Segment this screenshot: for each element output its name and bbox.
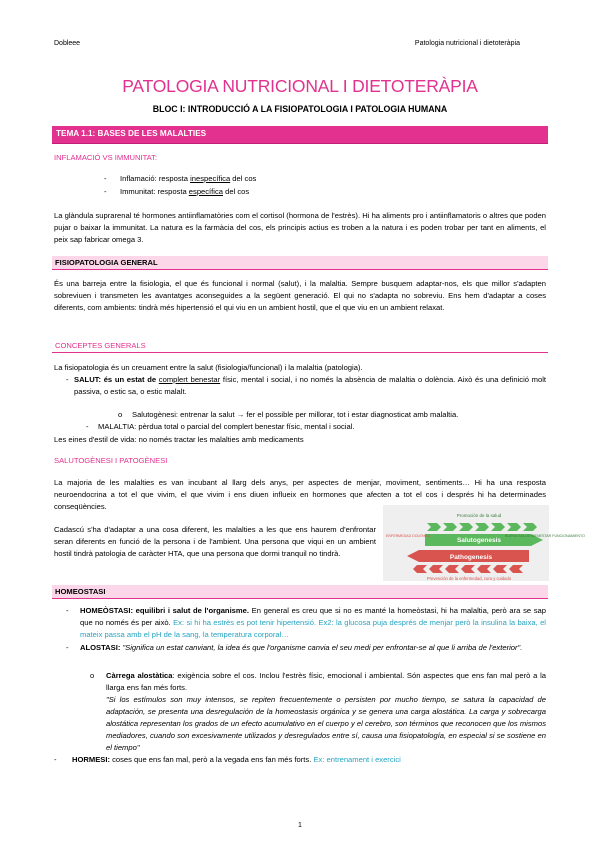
bullet-inflamacio: Inflamació: resposta inespecífica del cos [120,174,257,183]
paragraph-malalties: La majoria de les malalties es van incubant al llarg dels anys, per aspectes de menjar, moviment, sentiments… Hi ha una resposta neuroendocrina a tot el que vivim, el que vivim i ens diuen influeix en hormones que afecten a tot el cos i després hi ha determinades conseqüències. [54,478,546,511]
bullet-immunitat: Immunitat: resposta específica del cos [120,187,250,196]
quote-carrega-alostatica: "Si los estímulos son muy intensos, se repiten frecuentemente o persisten por mucho tiempo, se satura la capacidad de adaptación, se presenta una desregulación de la homeostasis orgánica y se genera una carga alostática. La carga y sobrecarga alostática representan los grados de un efecto acumulativo en el cuerpo y el cerebro, son términos que reconocen que los mismos mediadores, cuando son excesivamente utilizados y desregulados entre sí, causa una fisiopatología, en especial si se sostiene en el tiempo" [106,695,546,752]
heading-fisiopatologia: FISIOPATOLOGIA GENERAL [55,258,158,267]
bullet-dash: - [66,375,69,384]
section-bar-homeostasi [52,585,548,599]
page-number: 1 [298,822,302,829]
figure-label-left: ENFERMEDAD DOLENCIA [386,534,431,538]
document-title: PATOLOGIA NUTRICIONAL I DIETOTERÀPIA [122,76,478,96]
bullet-dash: - [104,174,107,183]
header-right: Patologia nutricional i dietoteràpia [414,40,520,47]
paragraph-fisiopatologia: És una barreja entre la fisiologia, el que és funcional i normal (salut), i la malaltia. Sempre busquem adaptar-nos, els que millor s'adapten sobreviuen i transmeten les avantatges aconseguides a la següent generació. El qui no s'adapta no sobreviu. Ens hem d'adaptar a coses diferents, com ambients: tindrà més hipertensió el qui viu en un ambient hostil, que el que viu en un ambient relaxat. [54,279,546,312]
figure-label-pathogenesis: Pathogenesis [449,554,493,561]
definition-homeostasi: HOMEÒSTASI: equilibri i salut de l'organisme. En general es creu que si no es manté la homeòstasi, hi ha malaltia, però ara se sap que no només és per això. Ex: si hi ha estrès es pot tenir hipertensió. Ex2: la glucosa puja després de menjar però la insulina la baixa, el mateix passa amb el pH de la sang, la temperatura corporal… [80,606,546,639]
section-bar-fisiopatologia [52,256,548,270]
salutogenesis-figure [383,505,585,581]
paragraph-eines: Les eines d'estil de vida: no només tractar les malalties amb medicaments [54,435,304,444]
figure-label-bottom: Prevención de la enfermedad, cura y cuidado [426,576,512,581]
bullet-dash: - [86,422,89,431]
bullet-circle: o [118,410,123,419]
heading-conceptes: CONCEPTES GENERALS [55,341,146,350]
bullet-dash: - [66,606,69,615]
document-subtitle: BLOC I: INTRODUCCIÓ A LA FISIOPATOLOGIA I PATOLOGIA HUMANA [152,104,448,114]
bullet-dash: - [104,187,107,196]
bullet-circle: o [90,671,95,680]
figure-label-top: Promoción de la salud [456,513,502,518]
heading-inflamacio: INFLAMACIÓ VS IMMUNITAT: [54,153,158,162]
heading-homeostasi: HOMEOSTASI [55,587,106,596]
header-left: Dobleee [54,40,81,47]
definition-salutogenesi: Salutogènesi: entrenar la salut → fer el possible per millorar, tot i estar diagnosticat amb malaltia. [132,410,459,419]
bullet-dash: - [66,643,69,652]
figure-label-right: BUENA SALUD BIENESTAR FUNCIONAMIENTO [505,534,585,538]
heading-salutogenesi: SALUTOGÈNESI I PATOGÈNESI [54,456,168,465]
definition-hormesi: HORMESI: coses que ens fan mal, però a la vegada ens fan més forts. Ex: entrenament i exercici [72,755,401,764]
definition-carrega: Càrrega alostàtica: exigència sobre el cos. Inclou l'estrès físic, emocional i ambiental. Són aspectes que ens fan mal però a la llarga ens fan més forts. [106,671,546,692]
paragraph-glandula: La glàndula suprarenal té hormones antiinflamatòries com el cortisol (hormona de l'estrès). Hi ha aliments pro i antiinflamatoris o altres que poden pujar o baixar la immunitat. La natura es la farmàcia del cos, els principis actius es troben a la natura i es poden trobar per tant en aliments, el peix sap fabricar omega 3. [54,211,546,244]
paragraph-adaptar: Cadascú s'ha d'adaptar a una cosa diferent, les malalties a les que ens haurem d'enfrontar seran diferents en funció de la persona i de l'ambient. Una persona que viqui en un ambient hostil tindrà patologia de caràcter HTA, que una persona que dormi tranquil no tindrà. [54,525,376,558]
bullet-dash: - [54,755,57,764]
definition-alostasi: ALOSTASI: "Significa un estat canviant, la idea és que l'organisme canvia el seu medi per enfrontar-se al que li arriba de l'exterior". [80,643,523,652]
figure-label-salutogenesis: Salutogenesis [456,537,502,544]
definition-salut: SALUT: és un estat de complert benestar físic, mental i social, i no només la absència de malaltia o dolència. Això és una definició molt passiva, o estic sa, o estic malalt. [74,375,547,396]
salutogenesis-diagram [383,505,585,581]
definition-malaltia: MALALTIA: pèrdua total o parcial del complert benestar físic, mental i social. [98,422,355,431]
section-bar-conceptes [52,339,548,353]
tema-title: TEMA 1.1: BASES DE LES MALALTIES [56,129,207,138]
paragraph-conceptes-intro: La fisiopatologia és un creuament entre la salut (fisiologia/funcional) i la malaltia (patologia). [54,363,363,372]
tema-bar [52,126,548,144]
